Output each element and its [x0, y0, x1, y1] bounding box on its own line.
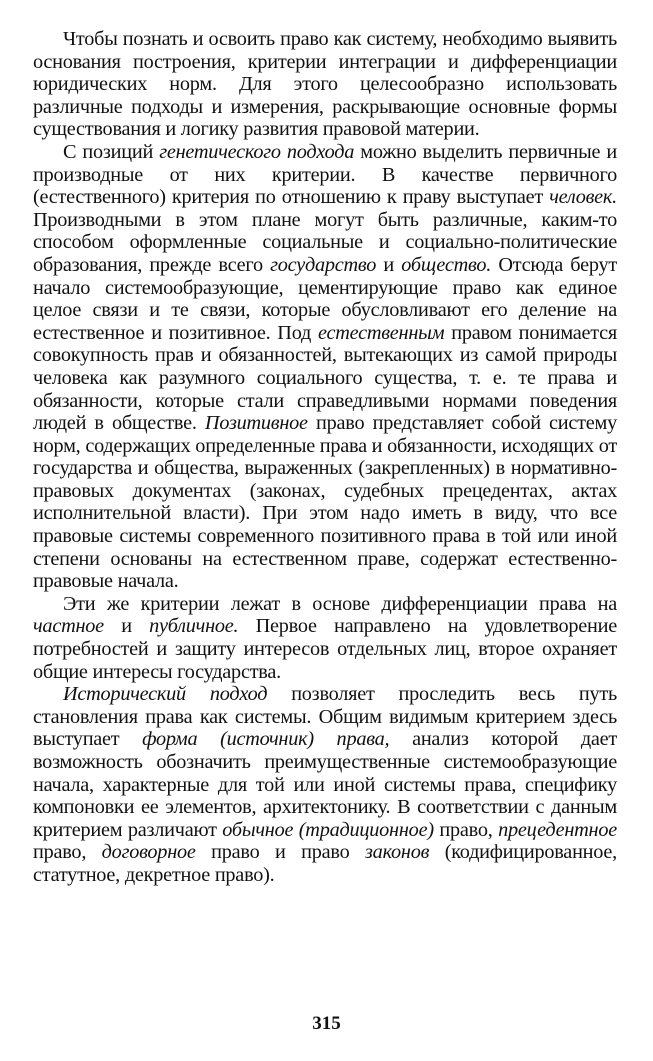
italic-term: законов [365, 841, 430, 864]
italic-term: Исторический подход [63, 683, 268, 706]
text-run: Чтобы познать и освоить право как систему, необходимо выявить основания построения, критерии интеграции и дифференциации юридических норм. Для этого целесообразно использовать различные подходы и измерения, раскрывающие основные формы существования и логику развития правовой материи. [33, 28, 617, 141]
text-run: С позиций [63, 140, 160, 163]
text-run: Отсюда берут начало системообразующие, цементирующие право как единое целое связи и те связи, которые обусловливают его деление на естественное и позитивное. Под [33, 253, 617, 344]
text-run: право представляет собой систему норм, содержащих определенные права и обязанности, исходящих от государства и общества, выраженных (закрепленных) в нормативно-правовых документах (законах, судебных прецедентах, актах исполнительной власти). При этом надо иметь в виду, что все правовые системы современного позитивного права в той или иной степени основаны на естественном праве, содержат естественно-правовые начала. [33, 412, 617, 593]
text-run: позволяет проследить весь путь становления права как системы. Общим видимым критерием здесь выступает [33, 683, 617, 751]
paragraph-private-public [33, 593, 617, 683]
text-run: можно выделить первичные и производные от них критерии. В качестве первичного (естественного) критерия по отношению к праву выступает [33, 140, 617, 209]
body-text [33, 28, 617, 887]
paragraph-intro [33, 28, 617, 141]
page-number: 315 [312, 1013, 341, 1034]
text-run: и [103, 615, 150, 638]
italic-term: частное [33, 615, 104, 638]
italic-term: прецедентное [498, 818, 617, 841]
italic-term: обычное (традиционное) [222, 818, 434, 841]
text-run: Эти же критерии лежат в основе дифференциации права на [63, 592, 617, 615]
italic-term: естественным [317, 321, 445, 344]
italic-term: генетического подхода [159, 140, 355, 163]
italic-term: общество. [401, 253, 492, 276]
text-run: и [376, 253, 402, 276]
text-run: Производными в этом плане могут быть различные, каким-то способом оформленные социальные и социально-политические образования, прежде всего [33, 208, 617, 276]
italic-term: публичное. [149, 615, 239, 638]
text-run: Первое направлено на удовлетворение потребностей и защиту интересов отдельных лиц, второе охраняет общие интересы государства. [33, 615, 617, 683]
text-run: анализ которой дает возможность обозначить преимущественные системообразующие начала, характерные для той или иной системы права, специфику компоновки ее элементов, архитектонику. В соответствии с данным критерием различают [33, 728, 618, 841]
italic-term: государство [270, 253, 377, 276]
italic-term: договорное [101, 841, 196, 864]
text-run: право, [33, 841, 102, 864]
text-run: правом понимается совокупность прав и обязанностей, вытекающих из самой природы человека как разумного социального существа, т. е. те права и обязанности, которые стали справедливыми нормами поведения людей в обществе. [33, 321, 617, 435]
italic-term: человек. [549, 186, 617, 209]
italic-term: форма (источник) права, [142, 728, 390, 751]
paragraph-historical-approach [33, 683, 617, 886]
paragraph-genetic-approach [33, 141, 617, 593]
text-run: (кодифицированное, статутное, декретное право). [33, 841, 617, 886]
italic-term: Позитивное [204, 412, 308, 435]
text-run: право, [433, 818, 499, 841]
text-run: право и право [195, 841, 366, 864]
